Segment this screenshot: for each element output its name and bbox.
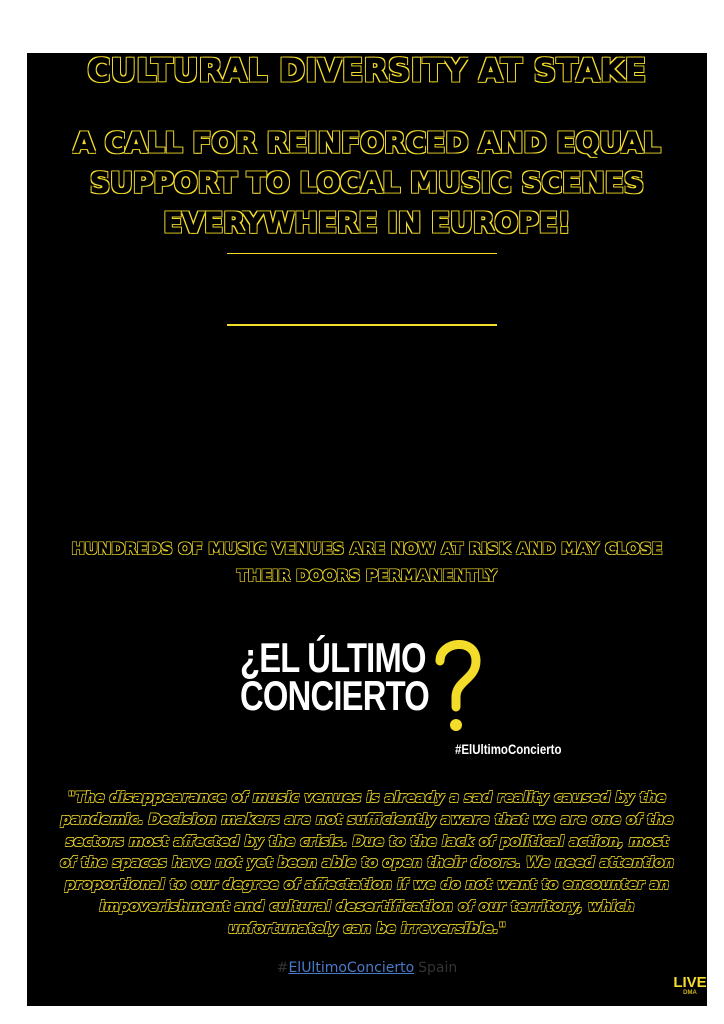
divider-top bbox=[227, 253, 497, 254]
logo-line-1: ¿EL ÚLTIMO bbox=[240, 634, 426, 681]
live-dma-badge bbox=[672, 976, 708, 1006]
footer-hashtag bbox=[27, 960, 707, 976]
poster-title: CULTURAL DIVERSITY AT STAKE bbox=[87, 53, 647, 89]
live-badge-text: LIVE bbox=[673, 974, 707, 991]
live-badge-small: DMA bbox=[683, 990, 697, 996]
poster bbox=[27, 53, 707, 1006]
poster-subtitle: A CALL FOR REINFORCED AND EQUAL SUPPORT TO LOCAL MUSIC SCENES EVERYWHERE IN EUROPE! bbox=[73, 126, 661, 239]
footer-hash-symbol: # bbox=[276, 960, 289, 976]
quote-text: "The disappearance of music venues is already a sad reality caused by the pandemic. Decision makers are not sufficiently aware that we are one of the sectors most affected by the crisis. Due to the lack of political action, most of the spaces have not yet been able to open their doors. We need attention proportional to our degree of affectation if we do not want to encounter an impoverishment and cultural desertification of our territory, which unfortunately can be irreversible." bbox=[60, 790, 674, 937]
logo-line-2: CONCIERTO bbox=[240, 672, 429, 719]
divider-bottom bbox=[227, 324, 497, 326]
question-mark-logo-icon bbox=[428, 631, 488, 741]
el-ultimo-concierto-logo bbox=[240, 634, 500, 739]
logo-wordmark bbox=[240, 634, 429, 719]
footer-hashtag-link[interactable]: ElUltimoConcierto bbox=[288, 960, 415, 976]
footer-country: Spain bbox=[418, 960, 458, 976]
risk-statement: HUNDREDS OF MUSIC VENUES ARE NOW AT RISK AND MAY CLOSE THEIR DOORS PERMANENTLY bbox=[71, 539, 663, 585]
logo-hashtag: #ElUltimoConcierto bbox=[455, 741, 562, 757]
